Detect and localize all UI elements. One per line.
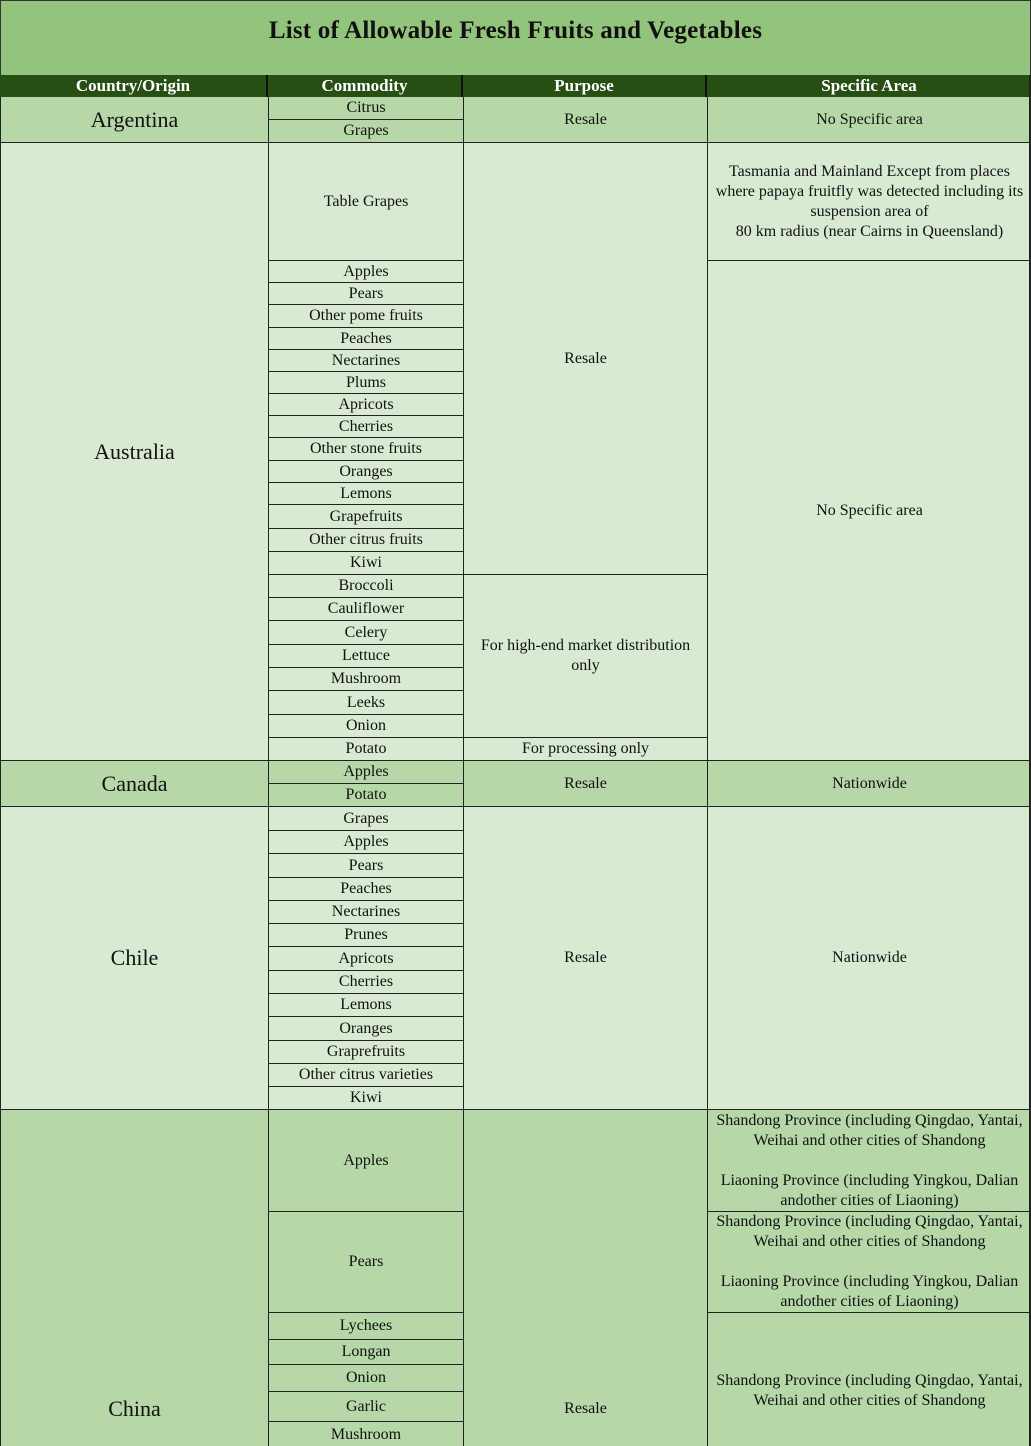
commodity-cell: Other pome fruits [268, 305, 463, 328]
purpose-cell: For processing only [463, 738, 707, 761]
commodity-cell: Mushroom [268, 668, 463, 691]
commodity-cell: Longan [268, 1340, 463, 1365]
commodity-cell: Pears [268, 854, 463, 878]
commodity-cell: Pears [268, 1212, 463, 1313]
purpose-cell: Resale [463, 97, 707, 143]
page-title: List of Allowable Fresh Fruits and Vegetables [0, 0, 1031, 75]
commodity-cell: Garlic [268, 1392, 463, 1422]
country-canada: Canada [0, 761, 268, 807]
commodity-cell: Lettuce [268, 645, 463, 668]
commodity-cell: Apples [268, 831, 463, 854]
commodity-cell: Table Grapes [268, 143, 463, 261]
commodity-cell: Lychees [268, 1313, 463, 1340]
area-cell: Nationwide [707, 761, 1031, 807]
area-cell: Shandong Province (including Qingdao, Yantai, Weihai and other cities of Shandong Liaoning Province (including Yingkou, Dalian andother cities of Liaoning) [707, 1110, 1031, 1212]
commodity-cell: Kiwi [268, 1087, 463, 1110]
country-chile: Chile [0, 807, 268, 1110]
purpose-cell: Resale [463, 143, 707, 575]
area-cell: Shandong Province (including Qingdao, Yantai, Weihai and other cities of Shandong [707, 1313, 1031, 1446]
country-australia: Australia [0, 143, 268, 761]
commodity-cell: Kiwi [268, 552, 463, 575]
commodity-cell: Potato [268, 738, 463, 761]
commodity-cell: Prunes [268, 924, 463, 947]
commodity-cell: Lemons [268, 994, 463, 1017]
country-china: China [0, 1110, 268, 1446]
commodity-cell: Graprefruits [268, 1041, 463, 1064]
commodity-cell: Cherries [268, 416, 463, 438]
column-header-specific-area: Specific Area [821, 76, 917, 95]
commodity-cell: Apples [268, 1110, 463, 1212]
commodity-cell: Onion [268, 1365, 463, 1392]
commodity-cell: Grapefruits [268, 505, 463, 529]
commodity-cell: Peaches [268, 328, 463, 350]
area-cell: No Specific area [707, 261, 1031, 761]
commodity-cell: Grapes [268, 807, 463, 831]
commodity-cell: Other stone fruits [268, 438, 463, 461]
commodity-cell: Apricots [268, 947, 463, 971]
commodity-cell: Cherries [268, 971, 463, 994]
commodity-cell: Apples [268, 261, 463, 283]
purpose-cell: For high-end market distribution only [463, 575, 707, 738]
column-header-country: Country/Origin [0, 75, 268, 97]
country-argentina: Argentina [0, 97, 268, 143]
commodity-cell: Plums [268, 372, 463, 394]
commodity-cell: Other citrus varieties [268, 1064, 463, 1087]
table-header [0, 75, 1031, 97]
commodity-cell: Nectarines [268, 350, 463, 372]
column-header-purpose: Purpose [463, 75, 707, 97]
commodity-cell: Apples [268, 761, 463, 784]
area-cell: Nationwide [707, 807, 1031, 1110]
commodity-cell: Leeks [268, 691, 463, 715]
commodity-cell: Oranges [268, 461, 463, 483]
commodity-cell: Onion [268, 715, 463, 738]
commodity-cell: Potato [268, 784, 463, 807]
commodity-cell: Nectarines [268, 901, 463, 924]
purpose-cell: Resale [463, 1110, 707, 1446]
commodity-cell: Mushroom [268, 1422, 463, 1446]
purpose-cell: Resale [463, 807, 707, 1110]
purpose-cell: Resale [463, 761, 707, 807]
commodity-cell: Broccoli [268, 575, 463, 598]
commodity-cell: Pears [268, 283, 463, 305]
area-cell: Shandong Province (including Qingdao, Yantai, Weihai and other cities of Shandong Liaoning Province (including Yingkou, Dalian andother cities of Liaoning) [707, 1212, 1031, 1313]
commodity-cell: Citrus [268, 97, 463, 120]
commodity-cell: Grapes [268, 120, 463, 143]
commodity-cell: Peaches [268, 878, 463, 901]
commodity-cell: Other citrus fruits [268, 529, 463, 552]
commodity-cell: Cauliflower [268, 598, 463, 621]
commodity-cell: Oranges [268, 1017, 463, 1041]
area-cell: Tasmania and Mainland Except from places where papaya fruitfly was detected including its suspension area of 80 km radius (near Cairns in Queensland) [707, 143, 1031, 261]
area-cell: No Specific area [707, 97, 1031, 143]
commodity-cell: Apricots [268, 394, 463, 416]
commodity-cell: Lemons [268, 483, 463, 505]
column-header-commodity: Commodity [268, 75, 463, 97]
commodity-cell: Celery [268, 621, 463, 645]
